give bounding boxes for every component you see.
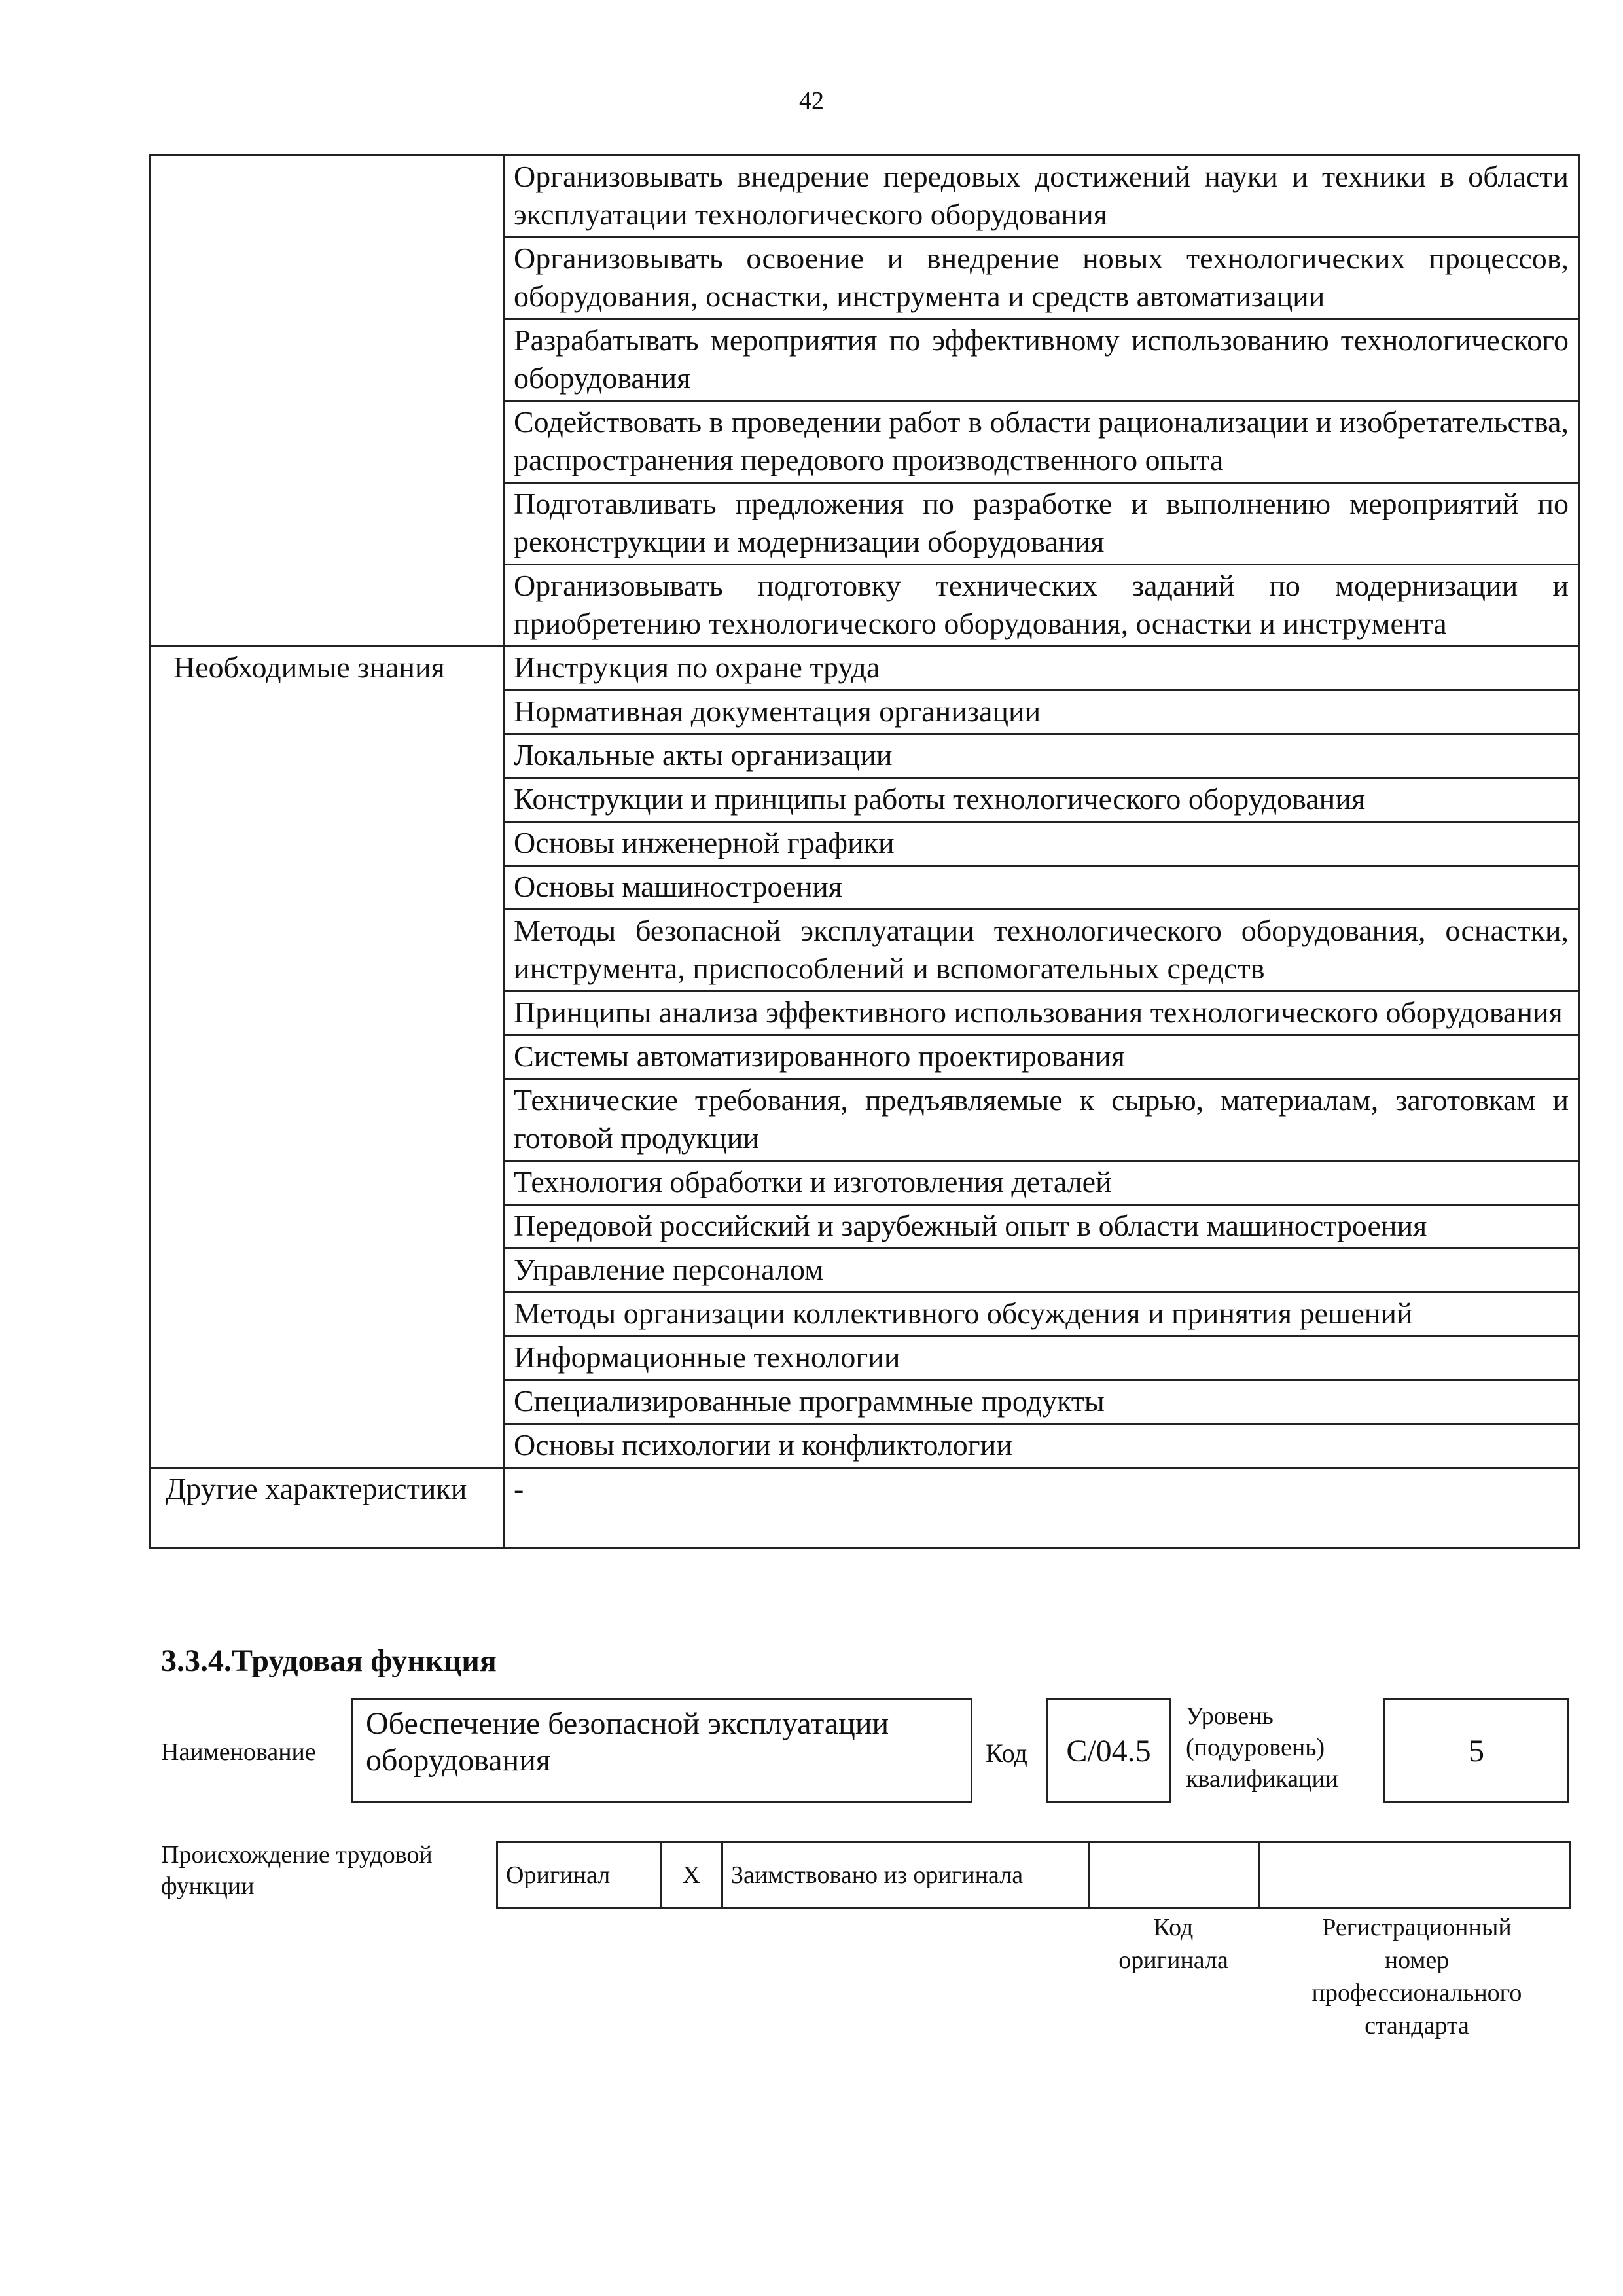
other-value: - [504,1468,1579,1549]
caption-reg-line2: номер [1384,1946,1450,1974]
name-label: Наименование [161,1738,316,1766]
skill-item: Организовывать подготовку технических заданий по модернизации и приобретению технологического оборудования, оснастки и инструмента [504,565,1579,647]
knowledge-item: Управление персоналом [504,1249,1579,1293]
knowledge-item: Технология обработки и изготовления деталей [504,1161,1579,1205]
knowledge-item: Основы психологии и конфликтологии [504,1424,1579,1468]
caption-reg-line4: стандарта [1364,2012,1469,2039]
caption-reg-line1: Регистрационный [1322,1914,1512,1941]
origin-table [496,1841,1571,1909]
level-label-line1: Уровень [1186,1702,1274,1730]
knowledge-item: Инструкция по охране труда [504,647,1579,691]
skill-item: Организовывать освоение и внедрение новых технологических процессов, оборудования, оснастки, инструмента и средств автоматизации [504,238,1579,319]
original-label: Оригинал [497,1842,661,1909]
skill-item: Разрабатывать мероприятия по эффективному использованию технологического оборудования [504,319,1579,401]
skills-label-cell [151,156,504,647]
caption-code-line1: Код [1153,1914,1194,1941]
skill-item: Подготавливать предложения по разработке и выполнению мероприятий по реконструкции и модернизации оборудования [504,483,1579,565]
knowledge-item: Локальные акты организации [504,734,1579,778]
knowledge-item: Специализированные программные продукты [504,1380,1579,1424]
knowledge-item: Основы машиностроения [504,866,1579,910]
section-heading: 3.3.4.Трудовая функция [161,1643,497,1678]
skills-body [151,156,1579,647]
skill-item: Организовывать внедрение передовых достижений науки и техники в области эксплуатации технологического оборудования [504,156,1579,238]
knowledge-item: Методы безопасной эксплуатации технологического оборудования, оснастки, инструмента, приспособлений и вспомогательных средств [504,910,1579,992]
caption-code-original [1088,1911,1259,1977]
caption-code-line2: оригинала [1118,1946,1228,1974]
knowledge-item: Нормативная документация организации [504,691,1579,734]
knowledge-item: Методы организации коллективного обсуждения и принятия решений [504,1293,1579,1336]
name-value: Обеспечение безопасной эксплуатации оборудования [351,1698,972,1803]
knowledge-item: Принципы анализа эффективного использования технологического оборудования [504,992,1579,1035]
other-row [151,1468,1579,1549]
origin-label [161,1839,433,1902]
level-value: 5 [1383,1698,1569,1803]
skill-row [151,156,1579,238]
knowledge-body [151,647,1579,1468]
original-mark: X [661,1842,722,1909]
code-label: Код [986,1738,1027,1768]
knowledge-row [151,647,1579,691]
requirements-table [149,154,1580,1549]
origin-label-line2: функции [161,1873,255,1900]
code-value: C/04.5 [1046,1698,1171,1803]
page-number: 42 [799,87,824,115]
knowledge-label: Необходимые знания [151,647,504,1468]
level-label-line3: квалификации [1186,1765,1339,1793]
borrowed-label: Заимствовано из оригинала [722,1842,1089,1909]
skill-item: Содействовать в проведении работ в области рационализации и изобретательства, распространения передового производственного опыта [504,401,1579,483]
knowledge-item: Передовой российский и зарубежный опыт в области машиностроения [504,1205,1579,1249]
reg-number-cell [1259,1842,1571,1909]
knowledge-item: Технические требования, предъявляемые к сырью, материалам, заготовкам и готовой продукции [504,1079,1579,1161]
caption-reg-number [1263,1911,1571,2042]
code-original-cell [1089,1842,1259,1909]
knowledge-item: Информационные технологии [504,1336,1579,1380]
origin-label-line1: Происхождение трудовой [161,1841,433,1869]
caption-reg-line3: профессионального [1311,1979,1522,2007]
knowledge-item: Системы автоматизированного проектирования [504,1035,1579,1079]
level-label [1186,1700,1338,1795]
knowledge-item: Конструкции и принципы работы технологического оборудования [504,778,1579,822]
level-label-line2: (подуровень) [1186,1734,1325,1761]
other-label: Другие характеристики [151,1468,504,1549]
knowledge-item: Основы инженерной графики [504,822,1579,866]
